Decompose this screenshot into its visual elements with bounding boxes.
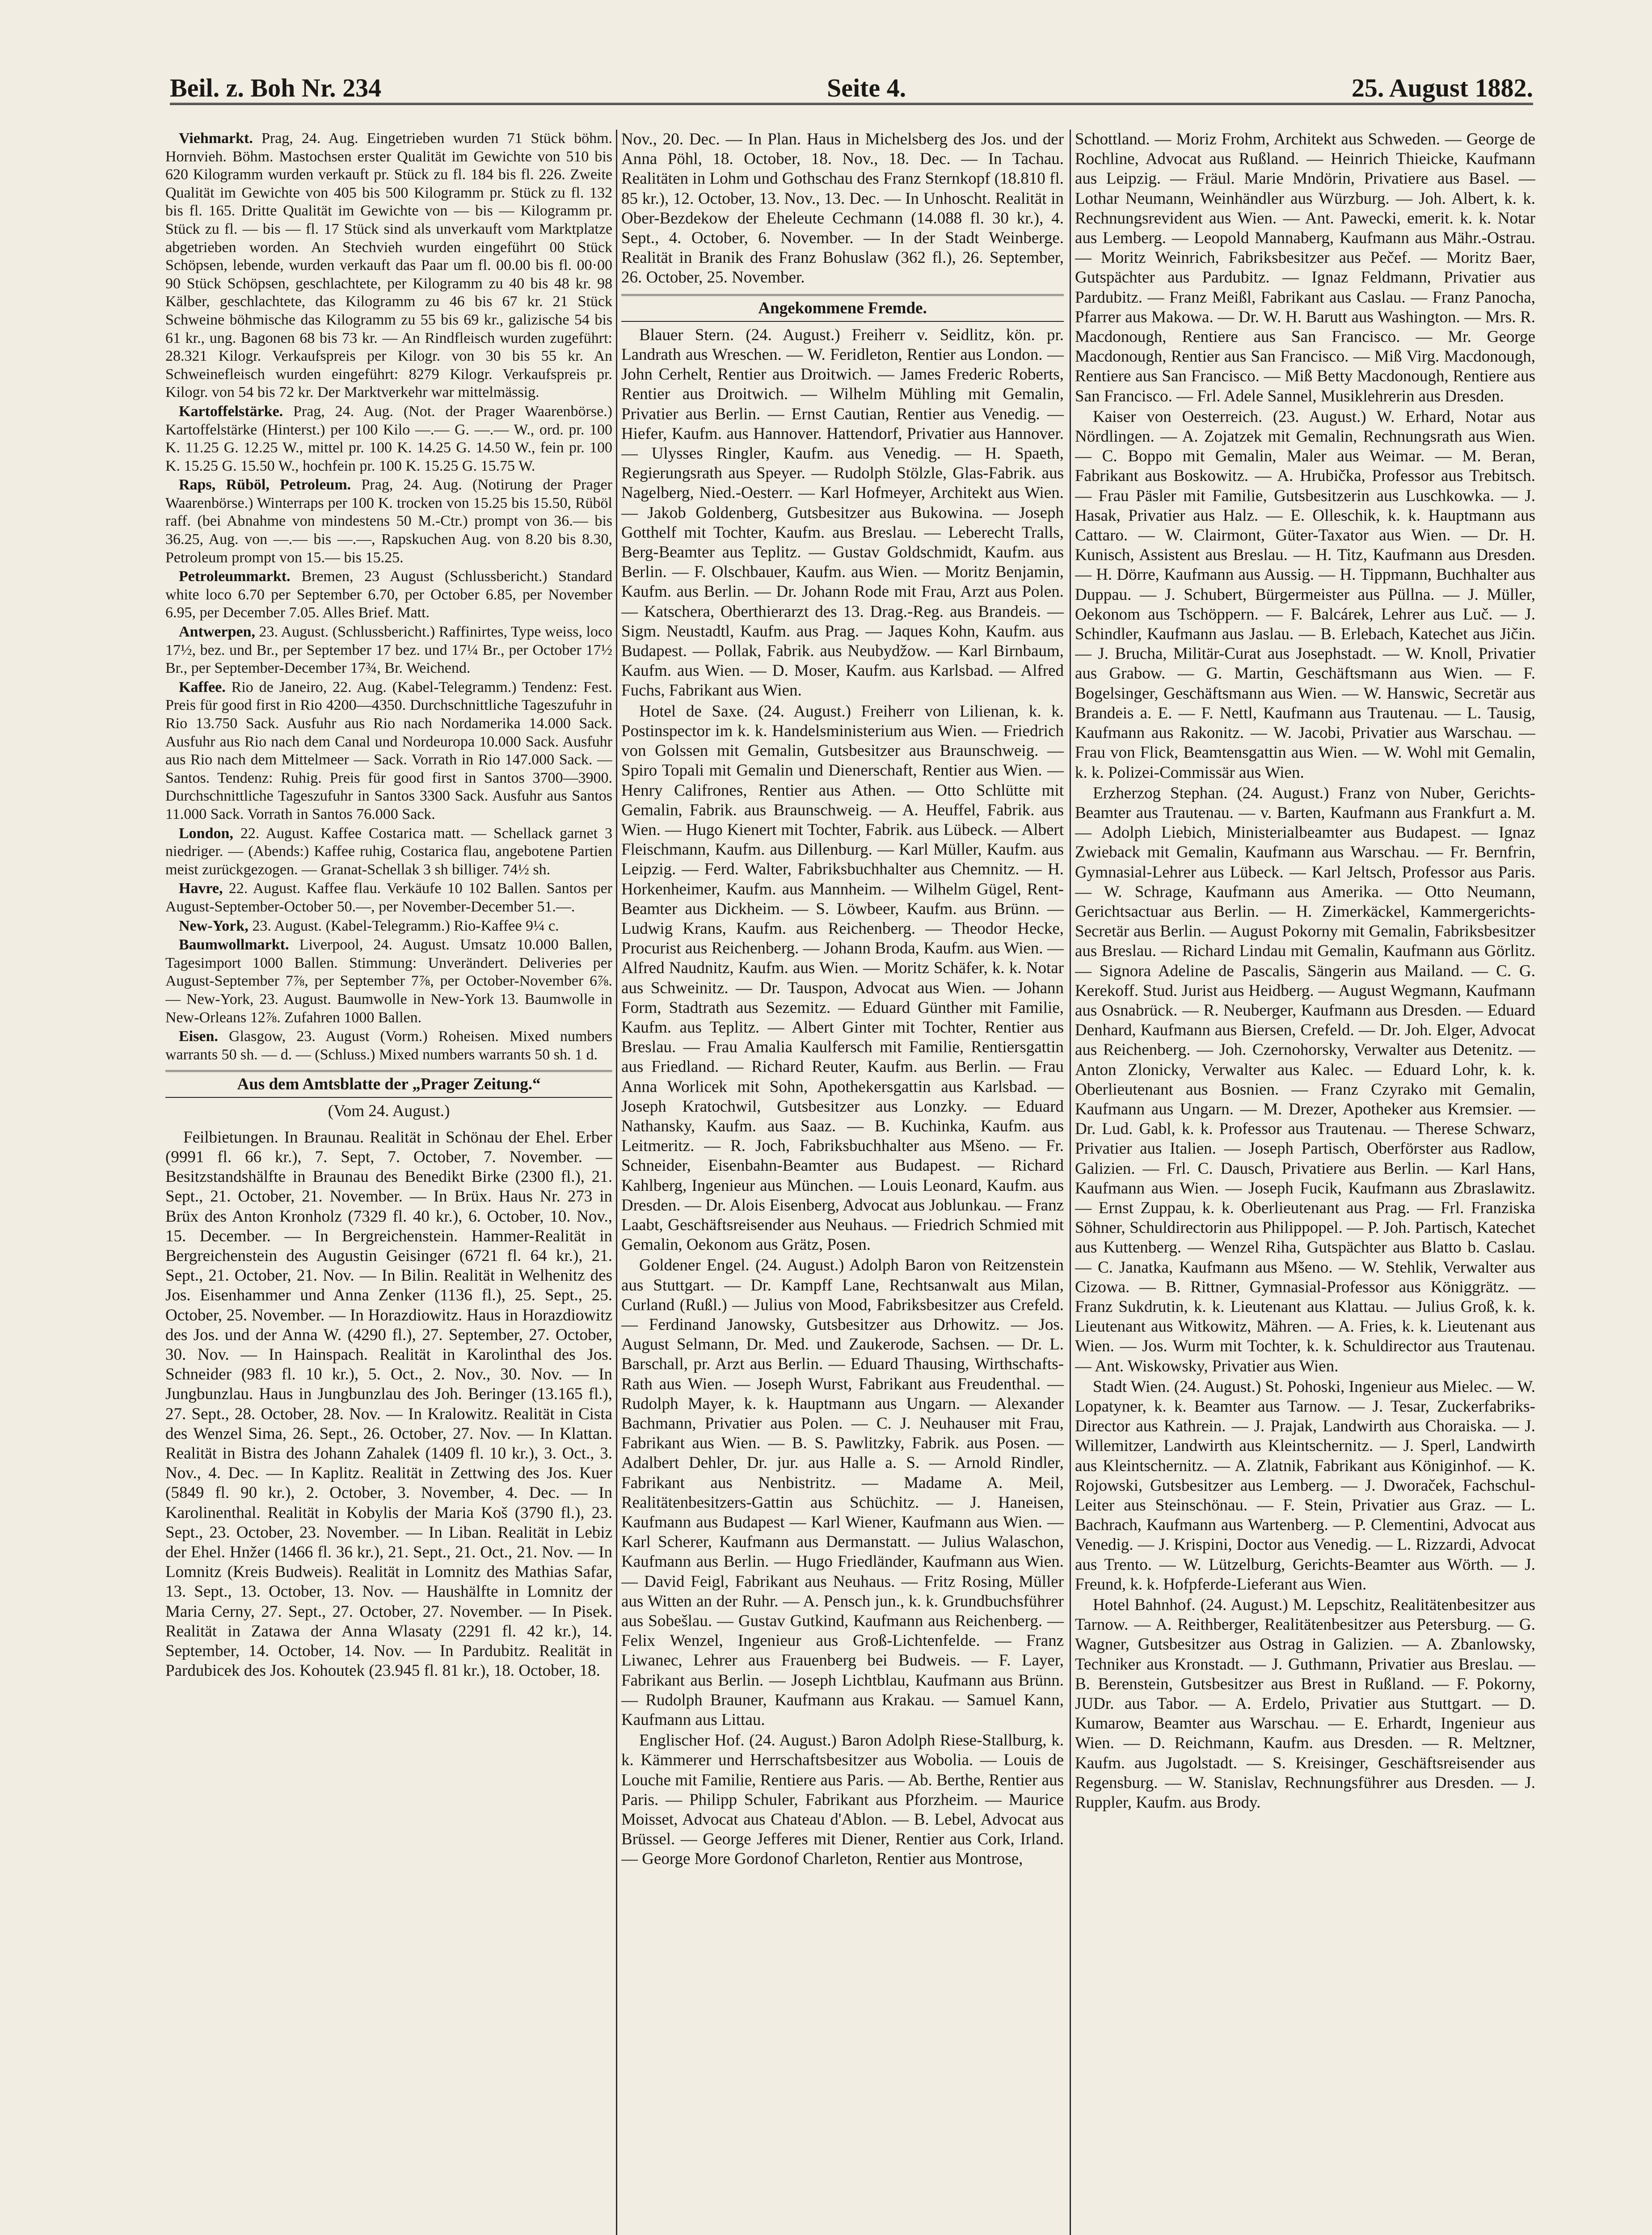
hotel-englischer-hof: Englischer Hof. (24. August.) Baron Adolph Riese-Stallburg, k. k. Kämmerer und Herrschaftsbesitzer aus Wobolia. — Louis de Louche mit Familie, Rentiere aus Paris. — Ab. Berthe, Rentier aus Paris. — Philipp Schuler, Fabrikant aus Pforzheim. — Maurice Moisset, Advocat aus Chateau d'Ablon. — B. Lebel, Advocat aus Brüssel. — George Jefferes mit Diener, Rentier aus Cork, Irland. — George More Gordonof Charleton, Rentier aus Montrose,: [621, 1731, 1064, 1868]
amtsblatt-heading: Aus dem Amtsblatte der „Prager Zeitung.“: [165, 1070, 612, 1098]
feilbietungen-continued: Nov., 20. Dec. — In Plan. Haus in Michelsberg des Jos. und der Anna Pöhl, 18. October, 18. Nov., 18. Dec. — In Tachau. Realitäten in Lohm und Gothschau des Franz Sternkopf (18.810 fl. 85 kr.), 12. October, 13. Nov., 13. Dec. — In Unhoscht. Realität in Ober-Bezdekow der Eheleute Cechmann (14.088 fl. 30 kr.), 4. Sept., 4. October, 6. November. — In der Stadt Weinberge. Realität in Branik des Franz Bohuslaw (362 fl.), 26. September, 26. October, 25. November.: [621, 130, 1064, 287]
market-paragraph: Baumwollmarkt. Liverpool, 24. August. Umsatz 10.000 Ballen, Tagesimport 1000 Ballen. Stimmung: Unverändert. Deliveries per August-September 7⅞, per September 7⅞, per October-November 6⅞. — New-York, 23. August. Baumwolle in New-York 13. Baumwolle in New-Orleans 12⅞. Zufahren 1000 Ballen.: [165, 936, 612, 1026]
header-page-number: Seite 4.: [826, 73, 906, 102]
englischer-hof-continued: Schottland. — Moriz Frohm, Architekt aus Schweden. — George de Rochline, Advocat aus Rußland. — Heinrich Thieicke, Kaufmann aus Leipzig. — Fräul. Marie Mndörin, Privatiere aus Basel. — Lothar Neumann, Weinhändler aus Würzburg. — Joh. Albert, k. k. Rechnungsrevident aus Wien. — Ant. Pawecki, emerit. k. k. Notar aus Lemberg. — Leopold Mannaberg, Kaufmann aus Mähr.-Ostrau. — Moritz Weinrich, Fabriksbesitzer aus Pečef. — Moritz Baer, Gutspächter aus Pardubitz. — Ignaz Feldmann, Privatier aus Pardubitz. — Franz Meißl, Fabrikant aus Caslau. — Franz Panocha, Pfarrer aus Makowa. — Dr. W. H. Barutt aus Washington. — Mrs. R. Macdonough, Rentiere aus San Francisco. — Mr. George Macdonough, Rentier aus San Francisco. — Miß Virg. Macdonough, Rentiere aus San Francisco. — Miß Betty Macdonough, Rentiere aus San Francisco. — Frl. Adele Sannel, Musiklehrerin aus Dresden.: [1075, 130, 1535, 405]
header-date: 25. August 1882.: [1351, 73, 1533, 102]
hotel-goldener-engel: Goldener Engel. (24. August.) Adolph Baron von Reitzenstein aus Stuttgart. — Dr. Kampff Lane, Rechtsanwalt aus Milan, Curland (Rußl.) — Julius von Mood, Fabriksbesitzer aus Crefeld. — Ferdinand Janowsky, Gutsbesitzer aus Drhowitz. — Jos. August Selmann, Dr. Med. und Zaukerode, Sachsen. — Dr. L. Barschall, pr. Arzt aus Berlin. — Eduard Thausing, Wirthschafts-Rath aus Wien. — Joseph Wurst, Fabrikant aus Freudenthal. — Rudolph Mayer, k. k. Hauptmann aus Ungarn. — Alexander Bachmann, Privatier aus Polen. — C. J. Neuhauser mit Frau, Fabrikant aus Wien. — B. S. Pawlitzky, Fabrik. aus Posen. — Adalbert Dehler, Dr. jur. aus Halle a. S. — Arnold Rindler, Fabrikant aus Nenbistritz. — Madame A. Meil, Realitätenbesitzers-Gattin aus Schüchitz. — J. Haneisen, Kaufmann aus Budapest — Karl Wiener, Kaufmann aus Wien. — Karl Scherer, Kaufmann aus Dermanstatt. — Julius Walaschon, Kaufmann aus Berlin. — Hugo Friedländer, Kaufmann aus Wien. — David Feigl, Fabrikant aus Neuhaus. — Fritz Rosing, Müller aus Witten an der Ruhr. — A. Pensch jun., k. k. Grundbuchsführer aus Sobešlau. — Gustav Gutkind, Kaufmann aus Reichenberg. — Felix Wenzel, Ingenieur aus Groß-Lichtenfelde. — Franz Liwanec, Lehrer aus Frauenberg bei Budweis. — F. Layer, Fabrikant aus Berlin. — Joseph Lichtblau, Kaufmann aus Brünn. — Rudolph Brauner, Kaufmann aus Krakau. — Samuel Kann, Kaufmann aus Littau.: [621, 1256, 1064, 1729]
column-3: [1075, 130, 1535, 2235]
column-1: [165, 130, 612, 2213]
page-header: [170, 67, 1533, 105]
market-paragraph: Havre, 22. August. Kaffee flau. Verkäufe 10 102 Ballen. Santos per August-September-October 50.—, per November-December 51.—.: [165, 880, 612, 915]
fremde-heading: Angekommene Fremde.: [621, 294, 1064, 322]
market-paragraph: Raps, Rüböl, Petroleum. Prag, 24. Aug. (Notirung der Prager Waarenbörse.) Winterraps per 100 K. trocken von 15.25 bis 15.50, Rüböl raff. (bei Abnahme von mindestens 50 M.-Ctr.) prompt von 36.— bis 36.25, Aug. von —.— bis —.—, Rapskuchen Aug. von 8.20 bis 8.30, Petroleum prompt von 15.— bis 15.25.: [165, 477, 612, 566]
column-divider: [1070, 130, 1071, 2235]
market-paragraph: Kartoffelstärke. Prag, 24. Aug. (Not. der Prager Waarenbörse.) Kartoffelstärke (Hinterst.) per 100 Kilo —.— G. —.— W., ord. pr. 100 K. 11.25 G. 12.25 W., mittel pr. 100 K. 14.25 G. 14.50 W., fein pr. 100 K. 15.25 G. 15.50 W., hochfein pr. 100 K. 15.25 G. 15.75 W.: [165, 403, 612, 474]
hotel-erzherzog-stephan: Erzherzog Stephan. (24. August.) Franz von Nuber, Gerichts-Beamter aus Trautenau. — v. Barten, Kaufmann aus Frankfurt a. M. — Adolph Liebich, Ministerialbeamter aus Budapest. — Ignaz Zwieback mit Gemalin, Kaufmann aus Warschau. — Fr. Bernfrin, Gymnasial-Lehrer aus Lübeck. — Karl Jeltsch, Professor aus Paris. — W. Schrage, Kaufmann aus Amerika. — Otto Neumann, Gerichtsactuar aus Berlin. — H. Zimerkäckel, Kammergerichts-Secretär aus Berlin. — August Pokorny mit Gemalin, Fabriksbesitzer aus Breslau. — Richard Lindau mit Gemalin, Kaufmann aus Görlitz. — Signora Adeline de Pascalis, Sängerin aus Mailand. — C. G. Kerekoff. Stud. Jurist aus Heidberg. — August Wegmann, Kaufmann aus Osnabrück. — R. Neuberger, Kaufmann aus Dresden. — Eduard Denhard, Kaufmann aus Biersen, Crefeld. — Dr. Joh. Elger, Advocat aus Reichenberg. — Joh. Czernohorsky, Verwalter aus Detenitz. — Anton Zlonicky, Verwalter aus Kalec. — Eduard Lohr, k. k. Oberlieutenant aus Bosnien. — Franz Czyrako mit Gemalin, Kaufmann aus Ungarn. — M. Drezer, Apotheker aus Kremsier. — Dr. Lud. Gabl, k. k. Professor aus Trautenau. — Therese Schwarz, Privatier aus Italien. — Joseph Partisch, Oberförster aus Radlow, Galizien. — Frl. C. Dausch, Privatiere aus Berlin. — Karl Hans, Kaufmann aus Wien. — Joseph Fucik, Kaufmann aus Zbraslawitz. — Ernst Zuppau, k. k. Oberlieutenant aus Prag. — Frl. Franziska Söhner, Schuldirectorin aus Philippopel. — P. Joh. Partisch, Katechet aus Kuttenberg. — Wenzel Riha, Gutspächter aus Blatto b. Caslau. — C. Janatka, Kaufmann aus Mšeno. — W. Stehlik, Verwalter aus Cizowa. — B. Rittner, Gymnasial-Professor aus Königgrätz. — Franz Sukdrutin, k. k. Lieutenant aus Klattau. — Julius Groß, k. k. Lieutenant aus Witkowitz, Mähren. — A. Fries, k. k. Lieutenant aus Wien. — Jos. Wurm mit Tochter, k. k. Schuldirector aus Trautenau. — Ant. Wiskowsky, Privatier aus Wien.: [1075, 784, 1535, 1375]
column-2: [621, 130, 1064, 2235]
market-paragraph: London, 22. August. Kaffee Costarica matt. — Schellack garnet 3 niedriger. — (Abends:) Kaffee ruhig, Costarica flau, angebotene Partien meist zurückgezogen. — Granat-Schellak 3 sh billiger. 74½ sh.: [165, 825, 612, 878]
market-report: [165, 130, 612, 1064]
hotel-bahnhof: Hotel Bahnhof. (24. August.) M. Lepschitz, Realitätenbesitzer aus Tarnow. — A. Reithberger, Realitätenbesitzer aus Petersburg. — G. Wagner, Gutsbesitzer aus Ostrag in Galizien. — A. Zbanlowsky, Techniker aus Kronstadt. — J. Guthmann, Privatier aus Breslau. — B. Berenstein, Gutsbesitzer aus Brest in Rußland. — F. Pokorny, JUDr. aus Tabor. — A. Erdelo, Privatier aus Stuttgart. — D. Kumarow, Beamter aus Warschau. — E. Erhardt, Ingenieur aus Wien. — D. Reichmann, Kaufm. aus Dresden. — R. Meltzner, Kaufm. aus Jugolstadt. — S. Kreisinger, Geschäftsreisender aus Regensburg. — W. Stanislav, Rechnungsführer aus Dresden. — J. Ruppler, Kaufm. aus Brody.: [1075, 1596, 1535, 1812]
hotel-kaiser-von-oesterreich: Kaiser von Oesterreich. (23. August.) W. Erhard, Notar aus Nördlingen. — A. Zojatzek mit Gemalin, Rechnungsrath aus Wien. — C. Boppo mit Gemalin, Maler aus Weimar. — M. Beran, Fabrikant aus Boskowitz. — A. Hrubička, Professor aus Trebitsch. — Frau Päsler mit Familie, Gutsbesitzerin aus Luschkowka. — J. Hasak, Privatier aus Halz. — E. Olleschik, k. k. Hauptmann aus Cattaro. — W. Clairmont, Güter-Taxator aus Wien. — Dr. H. Kunisch, Assistent aus Breslau. — H. Titz, Kaufmann aus Dresden. — H. Dörre, Kaufmann aus Aussig. — H. Tippmann, Buchhalter aus Duppau. — J. Schubert, Bürgermeister aus Püllna. — J. Müller, Oekonom aus Tschöppern. — F. Balcárek, Lehrer aus Luč. — J. Schindler, Kaufmann aus Jaslau. — B. Erlebach, Katechet aus Jičin. — J. Brucha, Militär-Curat aus Josephstadt. — W. Knoll, Privatier aus Grabow. — G. Martin, Geschäftsmann aus Wien. — F. Bogelsinger, Geschäftsmann aus Wien. — W. Hanswic, Secretär aus Brandeis a. E. — F. Nettl, Kaufmann aus Trautenau. — L. Tausig, Kaufmann aus Rakonitz. — W. Jacobi, Privatier aus Warschau. — Frau von Flick, Beamtensgattin aus Wien. — W. Wohl mit Gemalin, k. k. Polizei-Commissär aus Wien.: [1075, 407, 1535, 782]
feilbietungen-text: Feilbietungen. In Braunau. Realität in Schönau der Ehel. Erber (9991 fl. 66 kr.), 7. Sept, 7. October, 7. November. — Besitzstandshälfte in Braunau des Benedikt Birke (2300 fl.), 21. Sept., 21. October, 21. November. — In Brüx. Haus Nr. 273 in Brüx des Anton Kronholz (7329 fl. 40 kr.), 6. October, 10. Nov., 15. December. — In Bergreichenstein. Hammer-Realität in Bergreichenstein des Augustin Geisinger (6721 fl. 64 kr.), 21. Sept., 21. October, 21. Nov. — In Bilin. Realität in Welhenitz des Jos. Eisenhammer und Anna Zenker (1136 fl.), 25. Sept., 25. October, 25. November. — In Horazdiowitz. Haus in Horazdiowitz des Jos. und der Anna W. (4290 fl.), 27. September, 27. October, 30. Nov. — In Hainspach. Realität in Karolinthal des Jos. Schneider (983 fl. 10 kr.), 5. Oct., 2. Nov., 30. Nov. — In Jungbunzlau. Haus in Jungbunzlau des Joh. Beringer (13.165 fl.), 27. Sept., 28. October, 28. Nov. — In Kralowitz. Realität in Cista des Wenzel Sima, 26. Sept., 26. October, 27. Nov. — In Klattan. Realität in Bistra des Johann Zahalek (1409 fl. 10 kr.), 3. Oct., 3. Nov., 4. Dec. — In Kaplitz. Realität in Zettwing des Jos. Kuer (5849 fl. 90 kr.), 2. October, 3. November, 4. Dec. — In Karolinenthal. Realität in Kobylis der Maria Koš (3790 fl.), 23. Sept., 23. October, 23. November. — In Liban. Realität in Lebiz der Ehel. Hnžer (1466 fl. 36 kr.), 21. Sept., 21. Oct., 21. Nov. — In Lomnitz (Kreis Budweis). Realität in Lomnitz des Mathias Safar, 13. Sept., 13. October, 13. Nov. — Haushälfte in Lomnitz der Maria Cerny, 27. Sept., 27. October, 27. November. — In Pisek. Realität in Zatawa der Anna Wlasaty (2291 fl. 42 kr.), 14. September, 14. October, 14. Nov. — In Pardubitz. Realität in Pardubicek des Jos. Kohoutek (23.945 fl. 81 kr.), 18. October, 18.: [165, 1128, 612, 1680]
market-paragraph: Petroleummarkt. Bremen, 23 August (Schlussbericht.) Standard white loco 6.70 per September 6.70, per October 6.85, per November 6.95, per December 7.05. Alles Brief. Matt.: [165, 568, 612, 621]
market-paragraph: Kaffee. Rio de Janeiro, 22. Aug. (Kabel-Telegramm.) Tendenz: Fest. Preis für good first in Rio 4200—4350. Durchschnittliche Tageszufuhr in Rio 13.750 Sack. Ausfuhr aus Rio nach Nordamerika 14.000 Sack. Ausfuhr aus Rio nach dem Canal und Nordeuropa 10.000 Sack. Ausfuhr aus Rio nach dem Mittelmeer — Sack. Vorrath in Rio 147.000 Sack. — Santos. Tendenz: Ruhig. Preis für good first in Santos 3700—3900. Durchschnittliche Tageszufuhr in Santos 3300 Sack. Ausfuhr aus Santos 11.000 Sack. Vorrath in Santos 76.000 Sack.: [165, 679, 612, 822]
hotel-de-saxe: Hotel de Saxe. (24. August.) Freiherr von Lilienan, k. k. Postinspector im k. k. Handelsministerium aus Wien. — Friedrich von Golssen mit Gemalin, Gutsbesitzer aus Braunschweig. — Spiro Topali mit Gemalin und Dienerschaft, Rentier aus Wien. — Henry Califrones, Rentier aus Athen. — Otto Schlütte mit Gemalin, Fabrik. aus Braunschweig. — A. Heuffel, Fabrik. aus Wien. — Hugo Kienert mit Tochter, Fabrik. aus Lübeck. — Albert Fleischmann, Kaufm. aus Dillenburg. — Karl Müller, Kaufm. aus Leipzig. — Ferd. Walter, Fabriksbuchhalter aus Chemnitz. — H. Horkenheimer, Kaufm. aus Mannheim. — Wilhelm Gügel, Rent-Beamter aus Dickheim. — S. Löwbeer, Kaufm. aus Brünn. — Ludwig Krans, Kaufm. aus Reichenberg. — Theodor Hecke, Procurist aus Reichenberg. — Johann Broda, Kaufm. aus Wien. — Alfred Naudnitz, Kaufm. aus Wien. — Moritz Schäfer, k. k. Notar aus Schweinitz. — Dr. Tauspon, Advocat aus Wien. — Johann Form, Stadtrath aus Sezemitz. — Eduard Günther mit Familie, Kaufm. aus Teplitz. — Albert Ginter mit Tochter, Rentier aus Breslau. — Frau Amalia Kaulfersch mit Familie, Rentiersgattin aus Friedland. — Richard Reuter, Kaufm. aus Berlin. — Frau Anna Worlicek mit Sohn, Apothekersgattin aus Karlsbad. — Joseph Kratochwil, Gutsbesitzer aus Lonzky. — Eduard Nathansky, Kaufm. aus Saaz. — B. Kuchinka, Kaufm. aus Leitmeritz. — R. Joch, Fabriksbuchhalter aus Mšeno. — Fr. Schneider, Eisenbahn-Beamter aus Budapest. — Richard Kahlberg, Ingenieur aus München. — Louis Leonard, Kaufm. aus Dresden. — Dr. Alois Eisenberg, Advocat aus Joblunkau. — Franz Laabt, Geschäftsreisender aus Neuhaus. — Friedrich Schmied mit Gemalin, Oekonom aus Grätz, Posen.: [621, 702, 1064, 1254]
header-issue: Beil. z. Boh Nr. 234: [170, 73, 382, 102]
market-paragraph: Viehmarkt. Prag, 24. Aug. Eingetrieben wurden 71 Stück böhm. Hornvieh. Böhm. Mastochsen erster Qualität im Gewichte von 510 bis 620 Kilogramm wurden verkauft pr. Stück zu fl. 184 bis fl. 226. Zweite Qualität im Gewichte von 405 bis 500 Kilogramm pr. Stück zu fl. 132 bis fl. 165. Dritte Qualität im Gewichte von — bis — Kilogramm pr. Stück zu fl. — bis — fl. 17 Stück sind als unverkauft vom Marktplatze abgetrieben worden. An Stechvieh wurden eingeführt 00 Stück Schöpsen, lebende, wurden verkauft das Paar um fl. 00.00 bis fl. 00·00 90 Stück Schöpsen, geschlachtete, per Kilogramm zu 40 bis 48 kr. 98 Kälber, geschlachtete, das Kilogramm zu 46 bis 67 kr. 21 Stück Schweine böhmische das Kilogramm zu 55 bis 69 kr., galizische 54 bis 61 kr., ung. Bagonen 68 bis 73 kr. — An Rindfleisch wurden zugeführt: 28.321 Kilogr. Verkaufspreis per Kilogr. von 30 bis 55 kr. An Schweinefleisch wurden eingeführt: 8279 Kilogr. Verkaufspreis pr. Kilogr. von 54 bis 72 kr. Der Marktverkehr war mittelmässig.: [165, 130, 612, 401]
market-paragraph: Eisen. Glasgow, 23. August (Vorm.) Roheisen. Mixed numbers warrants 50 sh. — d. — (Schluss.) Mixed numbers warrants 50 sh. 1 d.: [165, 1028, 612, 1063]
market-paragraph: Antwerpen, 23. August. (Schlussbericht.) Raffinirtes, Type weiss, loco 17½, bez. und Br., per September 17 bez. und 17¼ Br., per October 17½ Br., per September-December 17¾, Br. Weichend.: [165, 624, 612, 677]
hotel-stadt-wien: Stadt Wien. (24. August.) St. Pohoski, Ingenieur aus Mielec. — W. Lopatyner, k. k. Beamter aus Tarnow. — J. Tesar, Zuckerfabriks-Director aus Kathrein. — J. Prajak, Landwirth aus Choraiska. — J. Willemitzer, Landwirth aus Kleintschernitz. — J. Sperl, Landwirth aus Kleintschernitz. — A. Zlatnik, Fabrikant aus Königinhof. — K. Rojowski, Gutsbesitzer aus Lemberg. — J. Dworaček, Fachschul-Leiter aus Steinschönau. — F. Stein, Privatier aus Graz. — L. Bachrach, Kaufmann aus Wartenberg. — P. Clementini, Advocat aus Venedig. — J. Krispini, Doctor aus Venedig. — L. Rizzardi, Advocat aus Trento. — W. Lützelburg, Gerichts-Beamter aus Wörth. — J. Freund, k. k. Hofpferde-Lieferant aus Wien.: [1075, 1377, 1535, 1594]
column-divider: [616, 130, 617, 2235]
amtsblatt-date: (Vom 24. August.): [328, 1102, 450, 1121]
hotel-blauer-stern: Blauer Stern. (24. August.) Freiherr v. Seidlitz, kön. pr. Landrath aus Wreschen. — W. Feridleton, Rentier aus London. — John Cerhelt, Rentier aus Droitwich. — James Frederic Roberts, Rentier aus Droitwich. — Wilhelm Mühling mit Gemalin, Privatier aus Berlin. — Ernst Cautian, Rentier aus Venedig. — Hiefer, Kaufm. aus Hannover. Hattendorf, Privatier aus Hannover. — Ulysses Ringler, Kaufm. aus Venedig. — H. Spaeth, Regierungsrath aus Speyer. — Rudolph Stölzle, Glas-Fabrik. aus Nagelberg, Nied.-Oesterr. — Karl Hofmeyer, Architekt aus Wien. — Jakob Goldenberg, Gutsbesitzer aus Bukowina. — Joseph Gotthelf mit Tochter, Kaufm. aus Breslau. — Leberecht Tralls, Berg-Beamter aus Teplitz. — Gustav Goldschmidt, Kaufm. aus Berlin. — F. Olschbauer, Kaufm. aus Wien. — Moritz Benjamin, Kaufm. aus Berlin. — Dr. Johann Rode mit Frau, Arzt aus Polen. — Katschera, Oberthierarzt des 13. Drag.-Reg. aus Brandeis. — Sigm. Neustadtl, Kaufm. aus Prag. — Jaques Kohn, Kaufm. aus Budapest. — Pollak, Fabrik. aus Neubydžow. — Karl Birnbaum, Kaufm. aus Wien. — D. Moser, Kaufm. aus Karlsbad. — Alfred Fuchs, Fabrikant aus Wien.: [621, 325, 1064, 700]
market-paragraph: New-York, 23. August. (Kabel-Telegramm.) Rio-Kaffee 9¼ c.: [179, 917, 559, 934]
